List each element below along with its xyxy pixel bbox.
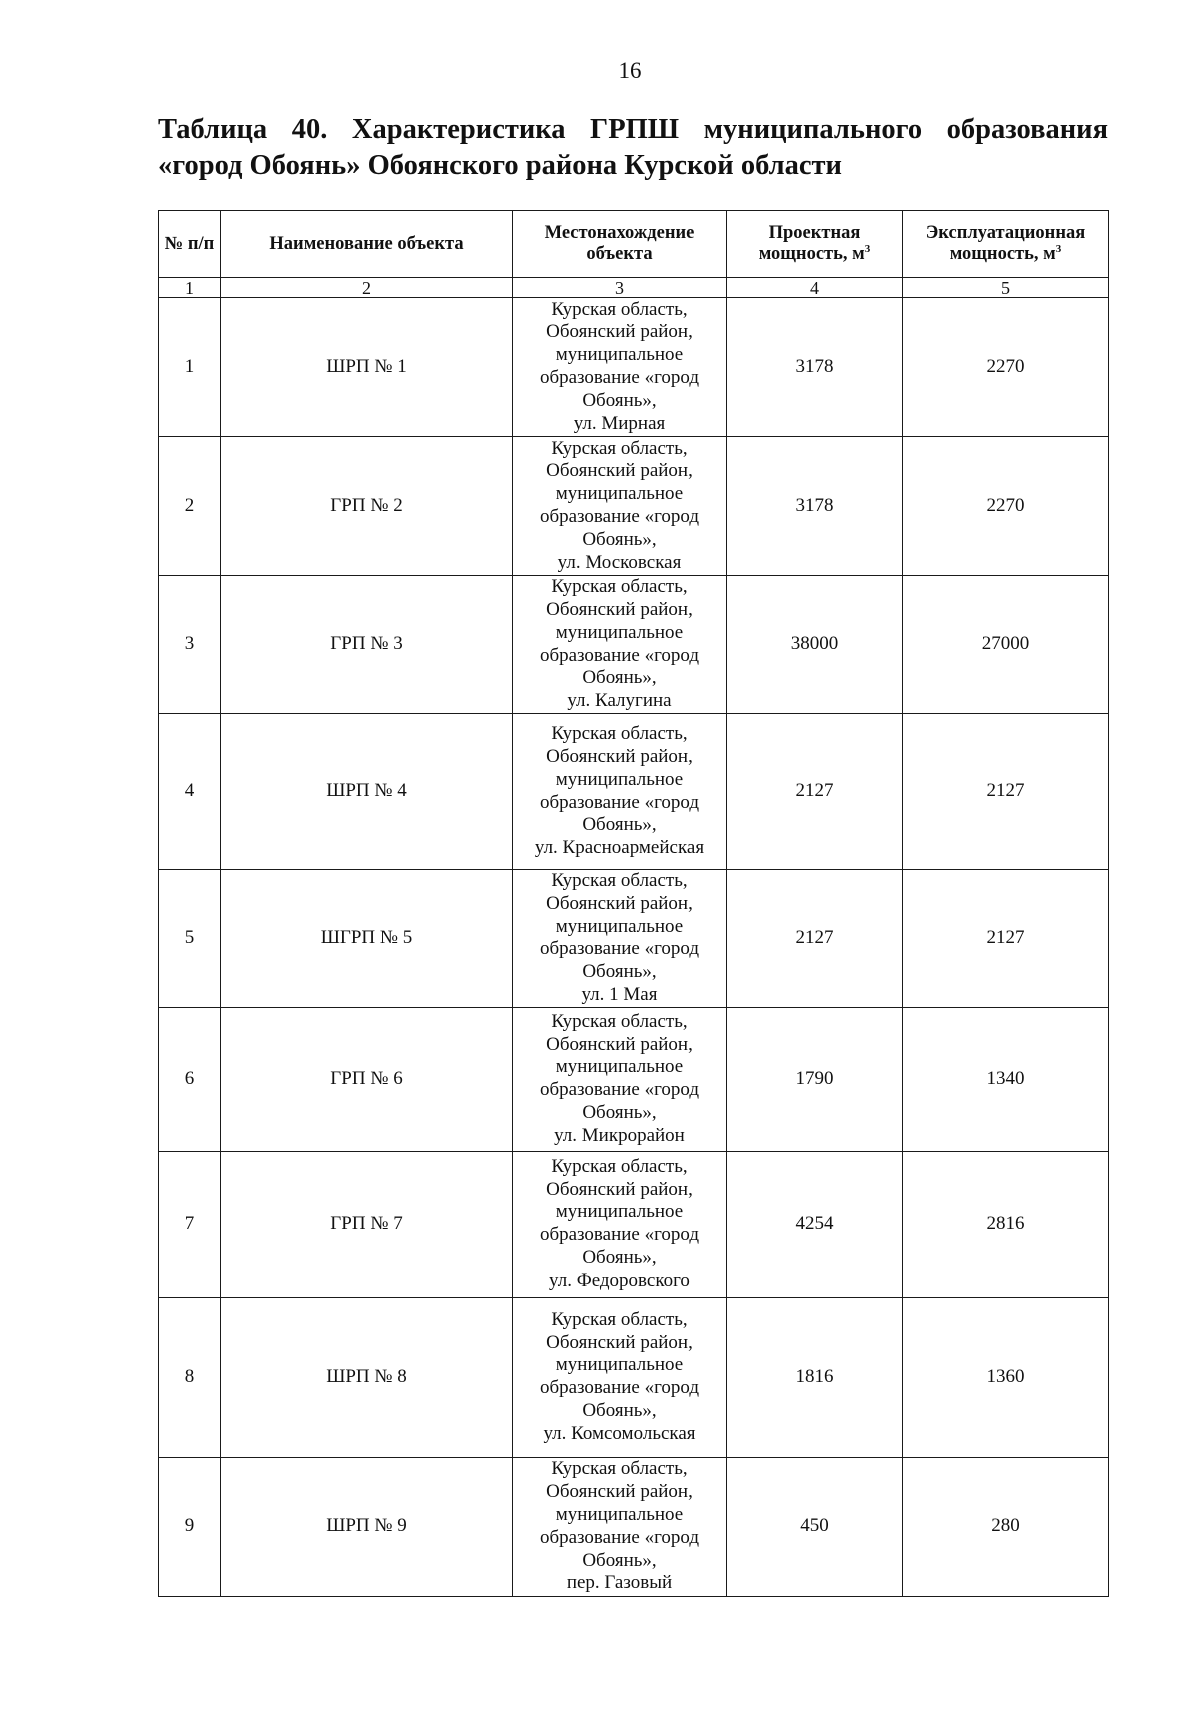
design-capacity: 1816 bbox=[727, 1297, 903, 1457]
column-number: 5 bbox=[903, 278, 1109, 298]
operating-capacity: 1340 bbox=[903, 1007, 1109, 1151]
object-name: ГРП № 7 bbox=[221, 1151, 513, 1297]
facilities-table bbox=[158, 210, 1109, 1597]
design-capacity: 2127 bbox=[727, 870, 903, 1008]
operating-capacity: 2270 bbox=[903, 298, 1109, 437]
column-number: 2 bbox=[221, 278, 513, 298]
header-name: Наименование объекта bbox=[221, 211, 513, 278]
operating-capacity: 2816 bbox=[903, 1151, 1109, 1297]
header-operating-capacity: Эксплуатационная мощность, $м^3$ bbox=[903, 211, 1109, 278]
row-number: 7 bbox=[159, 1151, 221, 1297]
operating-capacity: 2127 bbox=[903, 714, 1109, 870]
table-row bbox=[159, 298, 1109, 437]
column-number: 1 bbox=[159, 278, 221, 298]
table-row bbox=[159, 437, 1109, 576]
table-row bbox=[159, 576, 1109, 714]
column-number: 3 bbox=[513, 278, 727, 298]
object-name: ГРП № 2 bbox=[221, 437, 513, 576]
object-location: Курская область, Обоянский район, муниципальное образование «город Обоянь», пер. Газовый bbox=[513, 1457, 727, 1596]
row-number: 2 bbox=[159, 437, 221, 576]
row-number: 9 bbox=[159, 1457, 221, 1596]
row-number: 3 bbox=[159, 576, 221, 714]
object-location: Курская область, Обоянский район, муниципальное образование «город Обоянь», ул. Комсомольская bbox=[513, 1297, 727, 1457]
table-title: Таблица 40. Характеристика ГРПШ муниципального образования «город Обоянь» Обоянского района Курской области bbox=[158, 114, 1108, 181]
object-location: Курская область, Обоянский район, муниципальное образование «город Обоянь», ул. Микрорайон bbox=[513, 1007, 727, 1151]
header-design-capacity: Проектная мощность, $м^3$ bbox=[727, 211, 903, 278]
row-number: 6 bbox=[159, 1007, 221, 1151]
operating-capacity: 2127 bbox=[903, 870, 1109, 1008]
design-capacity: 3178 bbox=[727, 437, 903, 576]
object-name: ШГРП № 5 bbox=[221, 870, 513, 1008]
header-location: Местонахождение объекта bbox=[513, 211, 727, 278]
operating-capacity: 1360 bbox=[903, 1297, 1109, 1457]
object-location: Курская область, Обоянский район, муниципальное образование «город Обоянь», ул. 1 Мая bbox=[513, 870, 727, 1008]
row-number: 8 bbox=[159, 1297, 221, 1457]
table-row bbox=[159, 870, 1109, 1008]
design-capacity: 450 bbox=[727, 1457, 903, 1596]
table-row bbox=[159, 1297, 1109, 1457]
object-name: ШРП № 1 bbox=[221, 298, 513, 437]
row-number: 5 bbox=[159, 870, 221, 1008]
table-row bbox=[159, 1151, 1109, 1297]
object-name: ГРП № 6 bbox=[221, 1007, 513, 1151]
object-name: ШРП № 8 bbox=[221, 1297, 513, 1457]
object-location: Курская область, Обоянский район, муниципальное образование «город Обоянь», ул. Московская bbox=[513, 437, 727, 576]
object-location: Курская область, Обоянский район, муниципальное образование «город Обоянь», ул. Мирная bbox=[513, 298, 727, 437]
table-row bbox=[159, 714, 1109, 870]
object-name: ГРП № 3 bbox=[221, 576, 513, 714]
design-capacity: 1790 bbox=[727, 1007, 903, 1151]
object-location: Курская область, Обоянский район, муниципальное образование «город Обоянь», ул. Красноармейская bbox=[513, 714, 727, 870]
table-row bbox=[159, 1457, 1109, 1596]
design-capacity: 2127 bbox=[727, 714, 903, 870]
design-capacity: 38000 bbox=[727, 576, 903, 714]
header-number: № п/п bbox=[159, 211, 221, 278]
operating-capacity: 280 bbox=[903, 1457, 1109, 1596]
row-number: 4 bbox=[159, 714, 221, 870]
design-capacity: 4254 bbox=[727, 1151, 903, 1297]
header-row bbox=[159, 211, 1109, 278]
row-number: 1 bbox=[159, 298, 221, 437]
object-name: ШРП № 9 bbox=[221, 1457, 513, 1596]
table-body bbox=[159, 298, 1109, 1597]
column-number: 4 bbox=[727, 278, 903, 298]
table-row bbox=[159, 1007, 1109, 1151]
operating-capacity: 2270 bbox=[903, 437, 1109, 576]
column-number-row bbox=[159, 278, 1109, 298]
object-name: ШРП № 4 bbox=[221, 714, 513, 870]
operating-capacity: 27000 bbox=[903, 576, 1109, 714]
object-location: Курская область, Обоянский район, муниципальное образование «город Обоянь», ул. Федоровского bbox=[513, 1151, 727, 1297]
design-capacity: 3178 bbox=[727, 298, 903, 437]
object-location: Курская область, Обоянский район, муниципальное образование «город Обоянь», ул. Калугина bbox=[513, 576, 727, 714]
page-number: 16 bbox=[618, 58, 642, 83]
